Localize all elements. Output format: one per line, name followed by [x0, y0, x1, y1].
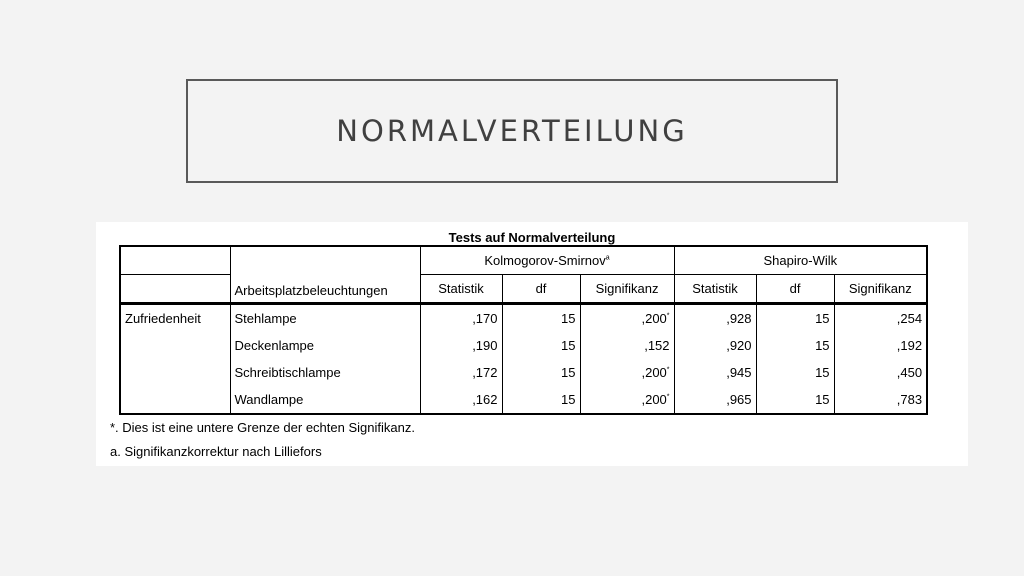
ks-sig-value: ,200	[641, 311, 667, 326]
column-header: df	[756, 275, 834, 304]
column-header: Statistik	[420, 275, 502, 304]
ks-df-cell: 15	[502, 332, 580, 359]
column-header: df	[502, 275, 580, 304]
sw-df-cell: 15	[756, 359, 834, 386]
table-row	[120, 304, 927, 333]
sw-sig-cell: ,450	[834, 359, 927, 386]
normality-test-table	[119, 245, 928, 415]
table-row	[120, 332, 927, 359]
footnote-mark: *	[666, 393, 670, 401]
footnote-mark: *	[666, 312, 670, 320]
sw-df-cell: 15	[756, 386, 834, 414]
ks-stat-cell: ,162	[420, 386, 502, 414]
ks-sig-cell	[580, 386, 674, 414]
slide-title: NORMALVERTEILUNG	[336, 114, 688, 148]
sw-stat-cell: ,965	[674, 386, 756, 414]
corner-cell	[120, 246, 230, 275]
ks-df-cell: 15	[502, 386, 580, 414]
sw-sig-cell: ,192	[834, 332, 927, 359]
sw-stat-cell: ,920	[674, 332, 756, 359]
ks-stat-cell: ,172	[420, 359, 502, 386]
group-cell: Wandlampe	[230, 386, 420, 414]
ks-sig-cell	[580, 332, 674, 359]
ks-sig-value: ,200	[641, 392, 667, 407]
ks-stat-cell: ,170	[420, 304, 502, 333]
ks-footnote-mark: a	[605, 254, 610, 262]
spss-output-panel	[96, 222, 968, 466]
ks-df-cell: 15	[502, 304, 580, 333]
table-title: Tests auf Normalverteilung	[448, 230, 616, 245]
sw-stat-cell: ,928	[674, 304, 756, 333]
group-cell: Stehlampe	[230, 304, 420, 333]
ks-sig-value: ,152	[644, 338, 670, 353]
sw-sig-cell: ,783	[834, 386, 927, 414]
row-label-empty	[120, 386, 230, 414]
slide-title-box	[186, 79, 838, 183]
sw-sig-cell: ,254	[834, 304, 927, 333]
column-header: Statistik	[674, 275, 756, 304]
row-label-empty	[120, 332, 230, 359]
ks-sig-value: ,200	[641, 365, 667, 380]
corner-cell-lower	[120, 275, 230, 304]
footnote-significance: *. Dies ist eine untere Grenze der echten Signifikanz.	[110, 420, 415, 435]
footnote-mark: *	[666, 366, 670, 374]
sw-df-cell: 15	[756, 332, 834, 359]
row-label: Zufriedenheit	[120, 304, 230, 333]
footnote-lilliefors: a. Signifikanzkorrektur nach Lilliefors	[110, 444, 322, 459]
column-header: Signifikanz	[580, 275, 674, 304]
column-header: Signifikanz	[834, 275, 927, 304]
ks-sig-cell	[580, 304, 674, 333]
sw-stat-cell: ,945	[674, 359, 756, 386]
row-label-empty	[120, 359, 230, 386]
table-row	[120, 386, 927, 414]
group-cell: Schreibtischlampe	[230, 359, 420, 386]
sw-df-cell: 15	[756, 304, 834, 333]
ks-df-cell: 15	[502, 359, 580, 386]
group-header: Arbeitsplatzbeleuchtungen	[230, 246, 420, 304]
ks-header-label: Kolmogorov-Smirnov	[484, 253, 606, 268]
group-cell: Deckenlampe	[230, 332, 420, 359]
ks-header	[420, 246, 674, 275]
table-row	[120, 359, 927, 386]
sw-header: Shapiro-Wilk	[674, 246, 927, 275]
ks-stat-cell: ,190	[420, 332, 502, 359]
ks-sig-cell	[580, 359, 674, 386]
